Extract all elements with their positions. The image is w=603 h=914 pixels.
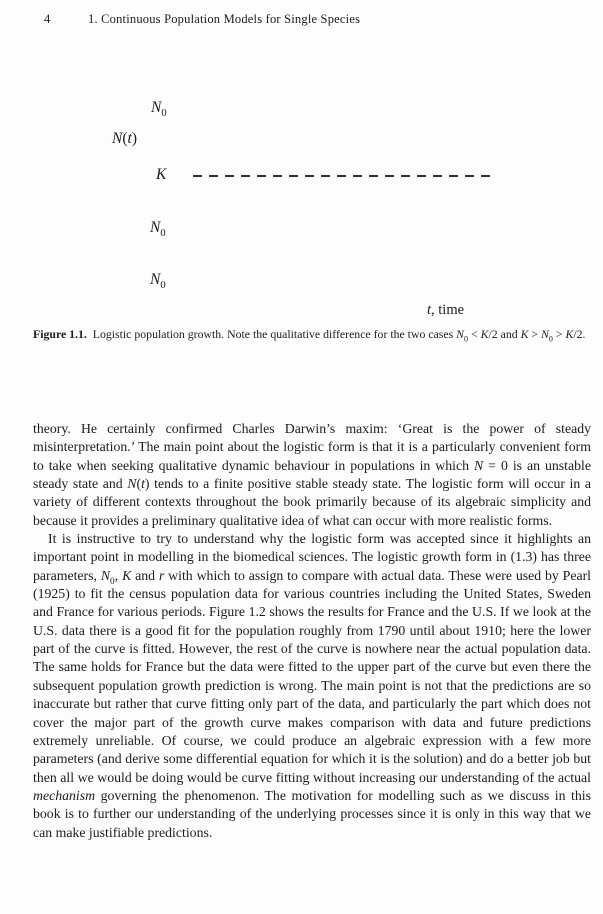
body-paragraph-1: theory. He certainly confirmed Charles Darwin’s maxim: ‘Great is the power of steady misinterpretation.’ The main point about the logistic form is that it is a particularly convenient form to take when seeking qualitative dynamic behaviour in populations in which N = 0 is an unstable steady state and N(t) tends to a finite positive stable steady state. The logistic form will occur in a variety of different contexts throughout the book primarily because of its algebraic simplicity and because it provides a preliminary qualitative idea of what can occur with more realistic forms. <box>33 421 591 528</box>
figure-caption: Figure 1.1. Logistic population growth. Note the qualitative difference for the two cases $N_0 < K/2$ and $K > N_0 > K/2$. <box>33 327 586 344</box>
running-head: 1. Continuous Population Models for Single Species <box>88 12 361 26</box>
figure-label-n0-lower: $N_0$ <box>150 271 166 292</box>
figure-label-time-axis: t, time <box>427 302 465 318</box>
carrying-capacity-dashed-line <box>193 175 490 177</box>
body-paragraph-2: It is instructive to try to understand why the logistic form was accepted since it highlights an important point in modelling in the biomedical sciences. The logistic growth form in (1.3) has three parameters, $N_0$, K and r with which to assign to compare with actual data. These were used by Pearl (1925) to fit the census population data for various countries including the United States, Sweden and France for various periods. Figure 1.2 shows the results for France and the U.S. If we look at the U.S. data there is a good fit for the population roughly from 1790 until about 1910; here the lower part of the curve is fitted. However, the rest of the curve is nowhere near the actual population data. The same holds for France but the data were fitted to the upper part of the curve but even there the subsequent population growth prediction is wrong. The main point is not that the predictions are so inaccurate but rather that curve fitting only part of the data, and particularly the part which does not cover the major part of the growth curve makes comparison with data and future predictions extremely unreliable. Of course, we could produce an algebraic expression with a few more parameters (and derive some differential equation for which it is the solution) and do a better job but then all we would be doing would be curve fitting without increasing our understanding of the actual mechanism governing the phenomenon. The motivation for modelling such as we discuss in this book is to further our understanding of the underlying processes since it is only in this way that we can make justifiable predictions. <box>33 531 592 840</box>
figure-label-n0-upper: $N_0$ <box>151 99 167 120</box>
figure-label-k: K <box>156 166 167 183</box>
body-text <box>33 420 591 842</box>
figure-label-nt-axis: N(t) <box>112 130 137 147</box>
page-number: 4 <box>44 12 51 26</box>
figure-label-n0-middle: $N_0$ <box>150 219 166 240</box>
